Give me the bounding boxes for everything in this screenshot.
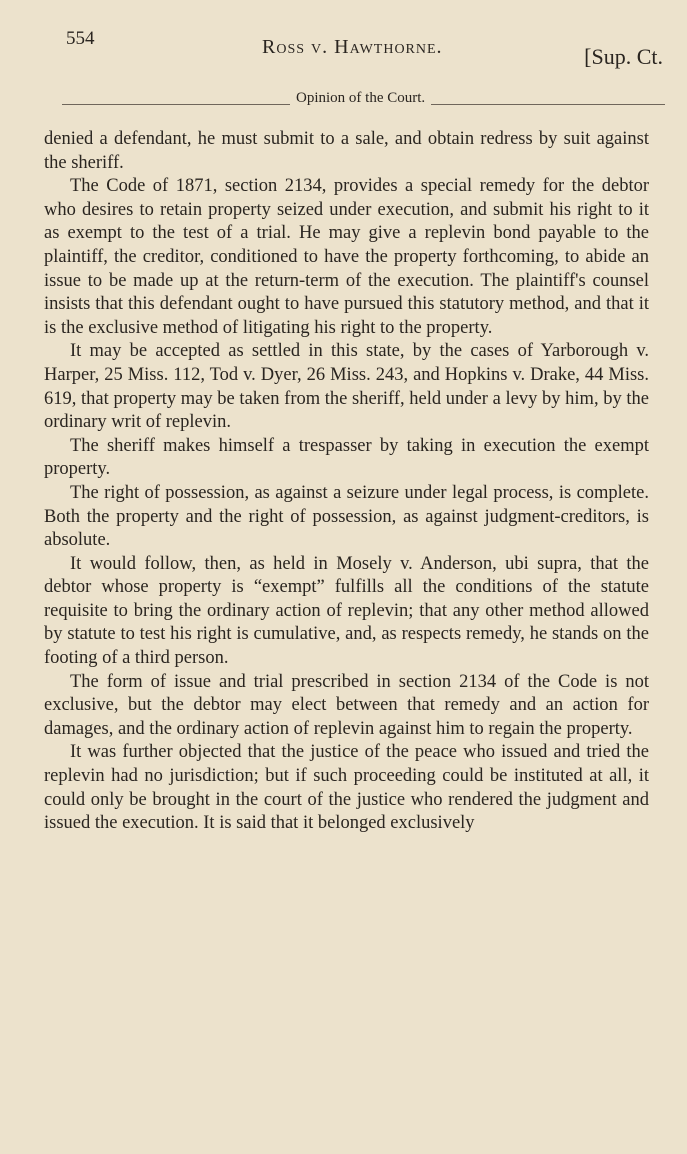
- opinion-body: [44, 128, 649, 836]
- paragraph: It may be accepted as settled in this state, by the cases of Yarborough v. Harper, 25 Miss. 112, Tod v. Dyer, 26 Miss. 243, and Hopkins v. Drake, 44 Miss. 619, that property may be taken from the sheriff, held under a levy by him, by the ordinary writ of replevin.: [44, 341, 649, 433]
- paragraph: The sheriff makes himself a trespasser by taking in execution the exempt property.: [44, 435, 649, 480]
- paragraph: The right of possession, as against a seizure under legal process, is complete. Both the property and the right of possession, as against judgment-creditors, is absolute.: [44, 482, 649, 551]
- paragraph: The Code of 1871, section 2134, provides a special remedy for the debtor who desires to retain property seized under execution, and submit his right to it as exempt to the test of a trial. He may give a replevin bond payable to the plaintiff, the creditor, conditioned to have the property forthcoming, to abide an issue to be made up at the return-term of the execution. The plaintiff's counsel insists that this defendant ought to have pursued this statutory method, and that it is the exclusive method of litigating his right to the property.: [44, 176, 649, 338]
- running-head: Ross v. Hawthorne.: [262, 36, 443, 58]
- court-label: [Sup. Ct.: [584, 44, 663, 69]
- paragraph: denied a defendant, he must submit to a sale, and obtain redress by suit against the sheriff.: [44, 129, 649, 173]
- page-number: 554: [66, 28, 95, 49]
- opinion-subhead: Opinion of the Court.: [290, 90, 431, 107]
- paragraph: The form of issue and trial prescribed in section 2134 of the Code is not exclusive, but the debtor may elect between that remedy and an action for damages, and the ordinary action of replevin against him to regain the property.: [44, 671, 649, 739]
- paragraph: It was further objected that the justice of the peace who issued and tried the replevin had no jurisdiction; but if such proceeding could be instituted at all, it could only be brought in the court of the justice who rendered the judgment and issued the execution. It is said that it belonged exclusively: [44, 742, 649, 834]
- paragraph: It would follow, then, as held in Mosely v. Anderson, ubi supra, that the debtor whose property is “exempt” fulfills all the conditions of the statute requisite to bring the ordinary action of replevin; that any other method allowed by statute to test his right is cumulative, and, as respects remedy, he stands on the footing of a third person.: [44, 553, 649, 669]
